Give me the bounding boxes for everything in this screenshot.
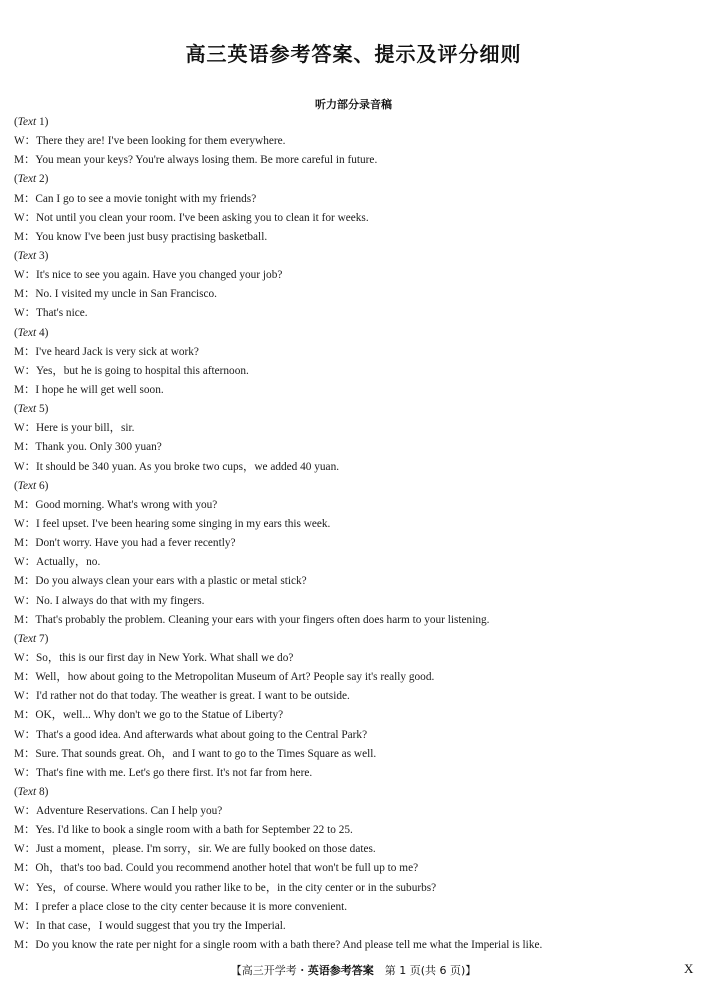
dialogue-line: W：Just a moment，please. I'm sorry，sir. We are fully booked on those dates. [14,843,376,856]
dialogue-line: M：Sure. That sounds great. Oh，and I want to go to the Times Square as well. [14,747,377,760]
tag-label: Text [17,249,37,262]
dialogue-line: W：Actually，no. [14,556,101,569]
dialogue-line: M：Do you always clean your ears with a plastic or metal stick? [14,575,307,588]
dialogue-line: M：Do you know the rate per night for a single room with a bath there? And please tell me what the Imperial is like. [14,939,543,952]
tag-open: ( [14,249,18,262]
text-section-label [14,170,704,189]
page-title: 高三英语参考答案、提示及评分细则 [185,42,522,66]
tag-label: Text [17,785,37,798]
dialogue-line: W：Here is your bill，sir. [14,422,135,435]
tag-label: Text [17,326,37,339]
dialogue-line: W：There they are! I've been looking for them everywhere. [14,135,286,148]
dialogue-line: W：I'd rather not do that today. The weather is great. I want to be outside. [14,690,350,703]
tag-label: Text [17,479,37,492]
tag-number: 5) [36,403,49,416]
dialogue-line: W：It's nice to see you again. Have you changed your job? [14,269,283,282]
section-heading: 听力部分录音稿 [315,98,392,111]
dialogue-line: M：Yes. I'd like to book a single room with a bath for September 22 to 25. [14,824,353,837]
tag-number: 4) [36,326,49,339]
dialogue-line: M：That's probably the problem. Cleaning your ears with your fingers often does harm to your listening. [14,613,490,626]
footer-page-info: 第 1 页(共 6 页)】 [373,964,477,977]
dialogue-line: W：It should be 340 yuan. As you broke two cups，we added 40 yuan. [14,460,340,473]
dialogue-line: M：You know I've been just busy practising basketball. [14,230,268,243]
dialogue-line: W：That's fine with me. Let's go there first. It's not far from here. [14,766,313,779]
dialogue-line: W：I feel upset. I've been hearing some singing in my ears this week. [14,517,331,530]
tag-label: Text [17,632,37,645]
dialogue-line: M：I prefer a place close to the city center because it is more convenient. [14,900,348,913]
dialogue-line: W：No. I always do that with my fingers. [14,594,205,607]
tag-number: 2) [36,173,49,186]
dialogue-line: M：Good morning. What's wrong with you? [14,498,218,511]
tag-number: 3) [36,249,49,262]
dialogue-line: M：No. I visited my uncle in San Francisco. [14,288,218,301]
tag-label: Text [17,116,37,128]
dialogue-line: M：Can I go to see a movie tonight with my friends? [14,192,257,205]
dialogue-line: M：I hope he will get well soon. [14,383,164,396]
dialogue-line: M：I've heard Jack is very sick at work? [14,345,199,358]
tag-number: 1) [36,116,49,128]
dialogue-line: M：You mean your keys? You're always losing them. Be more careful in future. [14,154,378,167]
dialogue-line: W：In that case，I would suggest that you try the Imperial. [14,919,286,932]
dialogue-line: M：Oh，that's too bad. Could you recommend another hotel that won't be full up to me? [14,862,419,875]
text-section-label [14,324,704,343]
text-section-label [14,400,704,419]
tag-open: ( [14,785,18,798]
tag-label: Text [17,403,37,416]
text-section-label [14,113,704,132]
tag-number: 8) [36,785,49,798]
dialogue-line: M：OK，well... Why don't we go to the Statue of Liberty? [14,709,284,722]
dialogue-line: W：Not until you clean your room. I've been asking you to clean it for weeks. [14,211,369,224]
dialogue-line: M：Don't worry. Have you had a fever recently? [14,537,236,550]
transcript-lines [14,113,704,955]
dialogue-line: W：Yes，of course. Where would you rather like to be，in the city center or in the suburbs? [14,881,437,894]
dialogue-line: W：Adventure Reservations. Can I help you? [14,805,223,818]
tag-open: ( [14,326,18,339]
dialogue-line: M：Well，how about going to the Metropolitan Museum of Art? People say it's really good. [14,671,435,684]
tag-open: ( [14,403,18,416]
tag-open: ( [14,632,18,645]
tag-number: 6) [36,479,49,492]
text-section-label [14,783,704,802]
tag-label: Text [17,173,37,186]
page-footer [0,962,707,978]
text-section-label [14,477,704,496]
footer-prefix: 【高三开学考・ [230,964,308,977]
text-section-label [14,247,704,266]
tag-open: ( [14,479,18,492]
dialogue-line: W：So，this is our first day in New York. What shall we do? [14,651,294,664]
corner-mark: X [684,961,694,976]
footer-subject: 英语参考答案 [307,964,374,977]
dialogue-line: W：That's nice. [14,307,88,320]
dialogue-line: W：That's a good idea. And afterwards what about going to the Central Park? [14,728,368,741]
tag-open: ( [14,173,18,186]
dialogue-line: M：Thank you. Only 300 yuan? [14,441,162,454]
tag-number: 7) [36,632,49,645]
tag-open: ( [14,116,18,128]
text-section-label [14,630,704,649]
dialogue-line: W：Yes，but he is going to hospital this afternoon. [14,364,249,377]
